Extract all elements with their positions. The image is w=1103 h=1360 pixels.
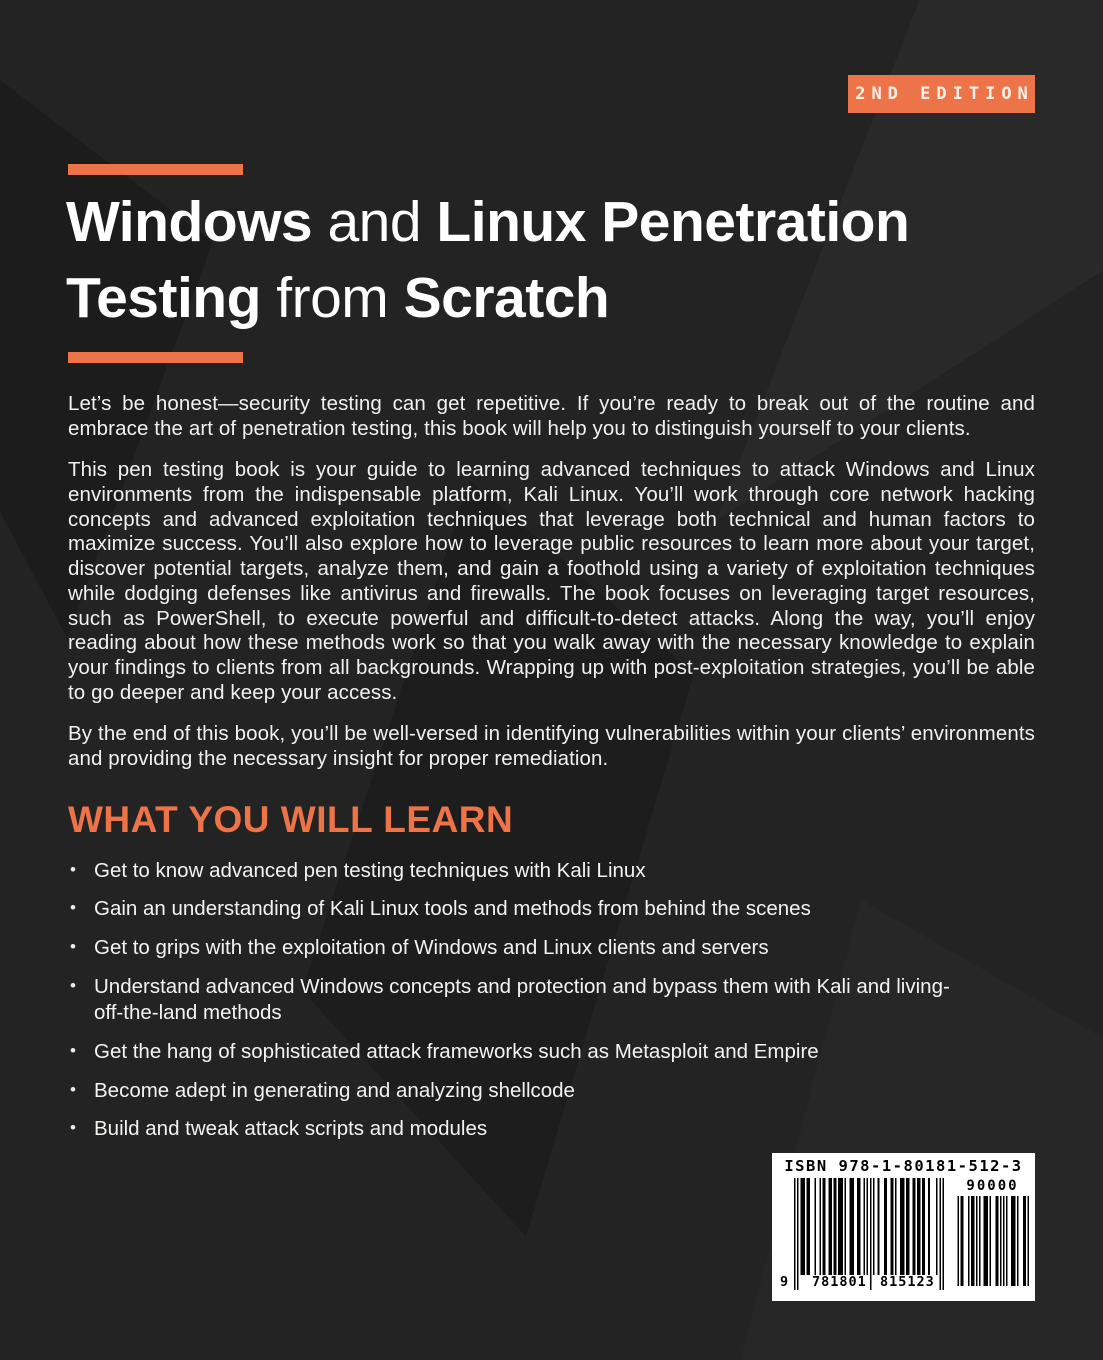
back-cover-copy [68, 392, 1035, 1155]
what-you-will-learn-heading: WHAT YOU WILL LEARN [68, 798, 514, 840]
list-item: • Get to grips with the exploitation of Windows and Linux clients and servers [68, 935, 968, 961]
isbn-number: ISBN 978-1-80181-512-3 [784, 1157, 1023, 1175]
isbn-barcode-panel [772, 1153, 1035, 1301]
barcode-supplement-number: 90000 [966, 1178, 1019, 1194]
list-item: • Gain an understanding of Kali Linux tools and methods from behind the scenes [68, 896, 968, 922]
list-item: • Get the hang of sophisticated attack frameworks such as Metasploit and Empire [68, 1039, 968, 1065]
title-word-bold: Linux Penetration [436, 190, 910, 254]
list-item: • Get to know advanced pen testing techniques with Kali Linux [68, 858, 968, 884]
barcode-digits-left: 781801 [812, 1274, 867, 1290]
learning-points-list [68, 858, 968, 1143]
barcode-digits-right: 815123 [880, 1274, 935, 1290]
list-item: • Build and tweak attack scripts and modules [68, 1116, 968, 1142]
barcode-area [772, 1175, 1035, 1297]
edition-badge: 2ND EDITION [848, 75, 1035, 113]
title-accent-rule-bottom [68, 352, 243, 363]
barcode-digit-first: 9 [780, 1274, 790, 1290]
title-word-regular: from [260, 266, 404, 330]
barcode-supplement [956, 1178, 1029, 1286]
book-title [66, 184, 1066, 336]
description-paragraph: Let’s be honest—security testing can get repetitive. If you’re ready to break out of the routine and embrace the art of penetration testing, this book will help you to distinguish yourself to your clients. [68, 392, 1035, 440]
title-accent-rule-top [68, 164, 243, 175]
description-paragraph: By the end of this book, you’ll be well-versed in identifying vulnerabilities within your clients’ environments and providing the necessary insight for proper remediation. [68, 722, 1035, 770]
title-word-regular: and [312, 190, 437, 254]
ean5-supplement-barcode [956, 1196, 1029, 1286]
list-item: • Understand advanced Windows concepts and protection and bypass them with Kali and living-off-the-land methods [68, 974, 968, 1026]
title-word-bold: Testing [66, 266, 261, 330]
list-item: • Become adept in generating and analyzing shellcode [68, 1078, 968, 1104]
title-word-bold: Scratch [403, 266, 610, 330]
description-paragraph: This pen testing book is your guide to learning advanced techniques to attack Windows and Linux environments from the indispensable platform, Kali Linux. You’ll work through core network hacking concepts and advanced exploitation techniques that leverage both technical and human factors to maximize success. You’ll also explore how to leverage public resources to learn more about your target, discover potential targets, analyze them, and gain a foothold using a variety of exploitation techniques while dodging defenses like antivirus and firewalls. The book focuses on leveraging target resources, such as PowerShell, to execute powerful and difficult-to-detect attacks. Along the way, you’ll enjoy reading about how these methods work so that you walk away with the necessary knowledge to explain your findings to clients from all backgrounds. Wrapping up with post-exploitation strategies, you’ll be able to go deeper and keep your access. [68, 458, 1035, 704]
title-word-bold: Windows [66, 190, 313, 254]
